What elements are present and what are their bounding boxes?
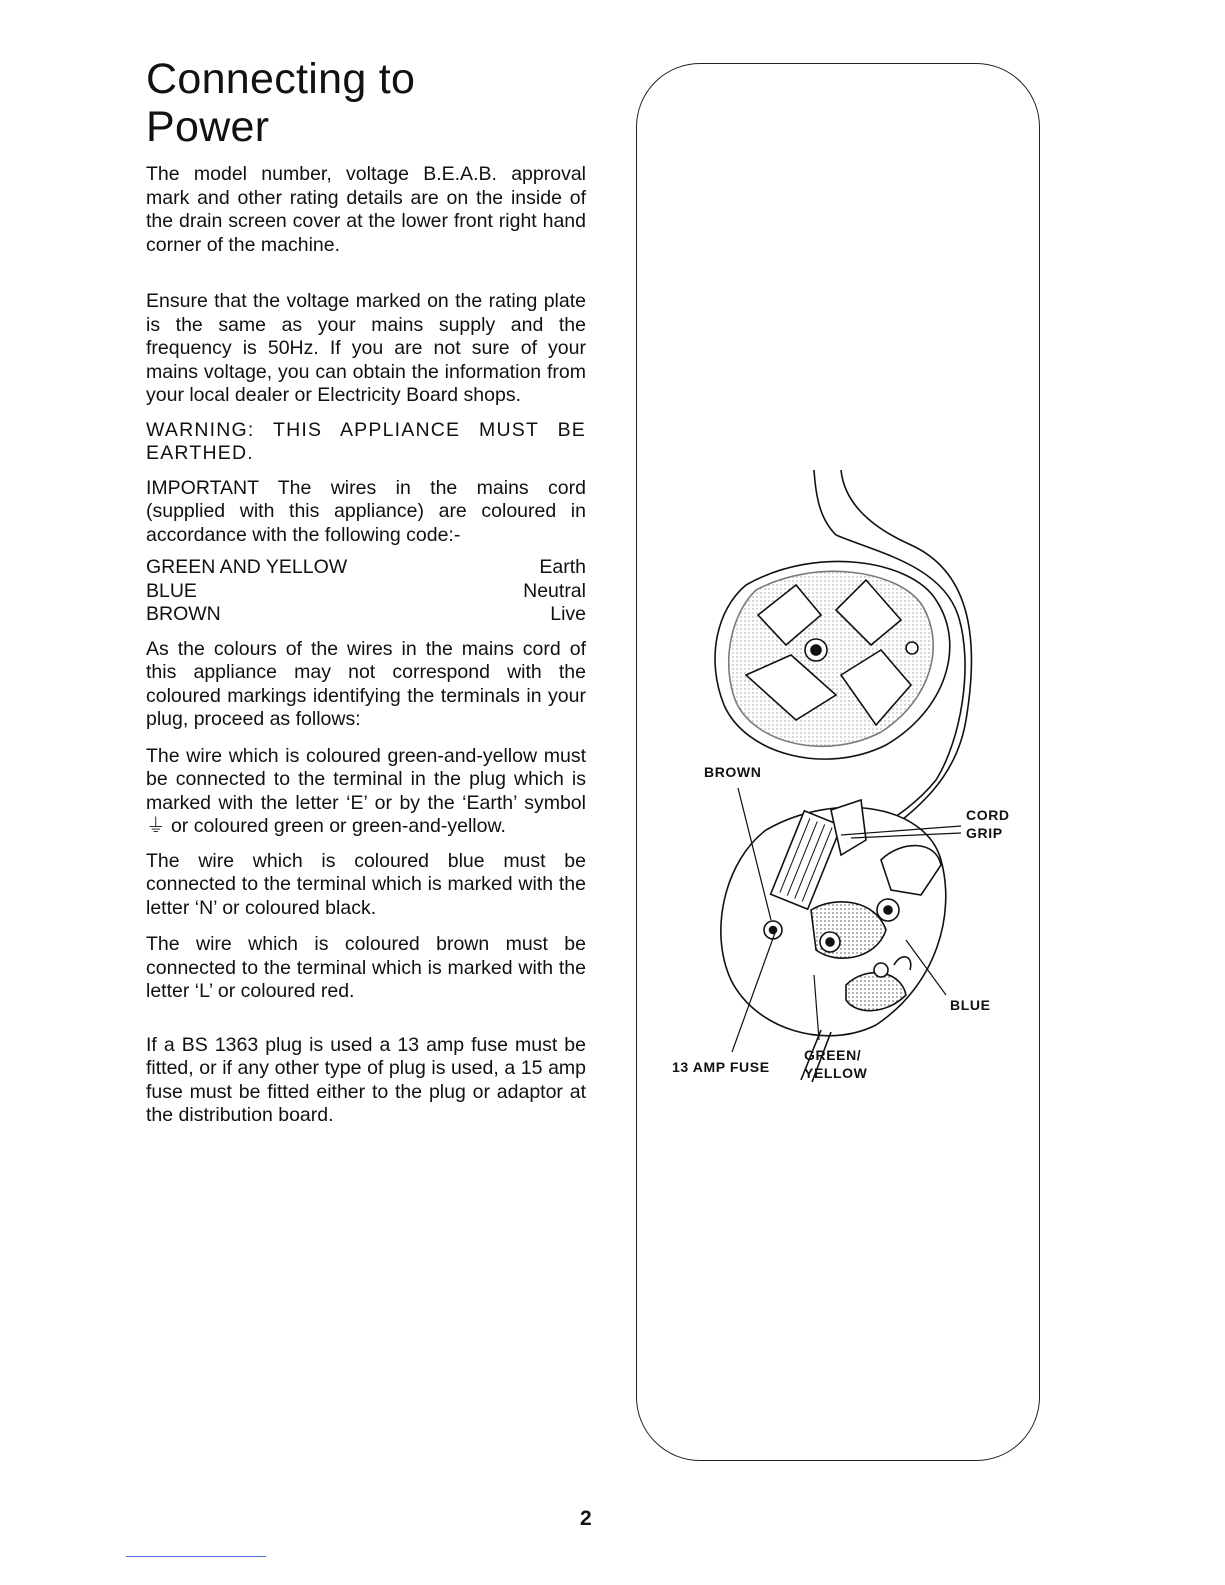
- plug-illustration: [636, 440, 1056, 1120]
- label-blue: BLUE: [950, 997, 991, 1013]
- wire-colour-code-table: [146, 556, 586, 627]
- wire-meaning: Live: [550, 603, 586, 625]
- colours-mismatch-paragraph: As the colours of the wires in the mains cord of this appliance may not correspond with the coloured markings identifying the terminals in your plug, proceed as follows:: [146, 637, 586, 730]
- plug-wiring-diagram: [636, 440, 1056, 1120]
- instructions-column: [146, 163, 586, 1128]
- wire-colour: BLUE: [146, 579, 197, 602]
- wire-meaning: Neutral: [523, 579, 586, 602]
- wire-meaning: Earth: [539, 556, 586, 578]
- important-paragraph: [146, 477, 586, 548]
- label-cord-grip: [966, 806, 1010, 842]
- fuse-paragraph: If a BS 1363 plug is used a 13 amp fuse must be fitted, or if any other type of plug is used, a 15 amp fuse must be fitted either to the plug or adaptor at the distribution board.: [146, 1033, 586, 1126]
- footer-rule: [126, 1556, 266, 1558]
- important-text: The wires in the mains cord (supplied with this appliance) are coloured in accordance with the following code:-: [146, 476, 586, 546]
- label-green-yellow: [804, 1046, 867, 1082]
- label-yellow: YELLOW: [804, 1065, 868, 1081]
- earth-symbol-icon: ⏚: [146, 815, 166, 837]
- label-13-amp-fuse: 13 AMP FUSE: [672, 1059, 770, 1075]
- wire-colour: GREEN AND YELLOW: [146, 556, 348, 578]
- label-brown: BROWN: [704, 764, 762, 780]
- plug-interior-view: [721, 800, 946, 1082]
- title-line-2: Power: [146, 103, 270, 151]
- label-cord: CORD: [966, 807, 1010, 823]
- page-title: [146, 55, 415, 151]
- earth-wire-text-b: or coloured green or green-and-yellow.: [170, 815, 506, 837]
- earth-wire-text-a: The wire which is coloured green-and-yellow must be connected to the terminal in the plug which is marked with the letter ‘E’ or by the ‘Earth’ symbol: [146, 744, 586, 814]
- table-row: [146, 556, 586, 580]
- title-line-1: Connecting to: [146, 55, 416, 103]
- table-row: [146, 580, 586, 604]
- rating-details-paragraph: The model number, voltage B.E.A.B. approval mark and other rating details are on the inside of the drain screen cover at the lower front right hand corner of the machine.: [146, 163, 586, 256]
- brown-wire-paragraph: The wire which is coloured brown must be connected to the terminal which is marked with the letter ‘L’ or coloured red.: [146, 933, 586, 1002]
- important-lead: IMPORTANT: [146, 476, 259, 499]
- wire-colour: BROWN: [146, 603, 221, 625]
- earth-wire-paragraph: [146, 745, 586, 839]
- label-green: GREEN/: [804, 1047, 862, 1063]
- plug-top-view: [715, 561, 950, 759]
- voltage-paragraph: Ensure that the voltage marked on the rating plate is the same as your mains supply and the frequency is 50Hz. If you are not sure of your mains voltage, you can obtain the information from your local dealer or Electricity Board shops.: [146, 290, 586, 406]
- label-grip: GRIP: [966, 825, 1003, 841]
- blue-wire-paragraph: The wire which is coloured blue must be connected to the terminal which is marked with the letter ‘N’ or coloured black.: [146, 849, 586, 919]
- earth-warning: WARNING: THIS APPLIANCE MUST BE EARTHED.: [146, 418, 586, 464]
- page-number: 2: [580, 1507, 592, 1530]
- table-row: [146, 603, 586, 627]
